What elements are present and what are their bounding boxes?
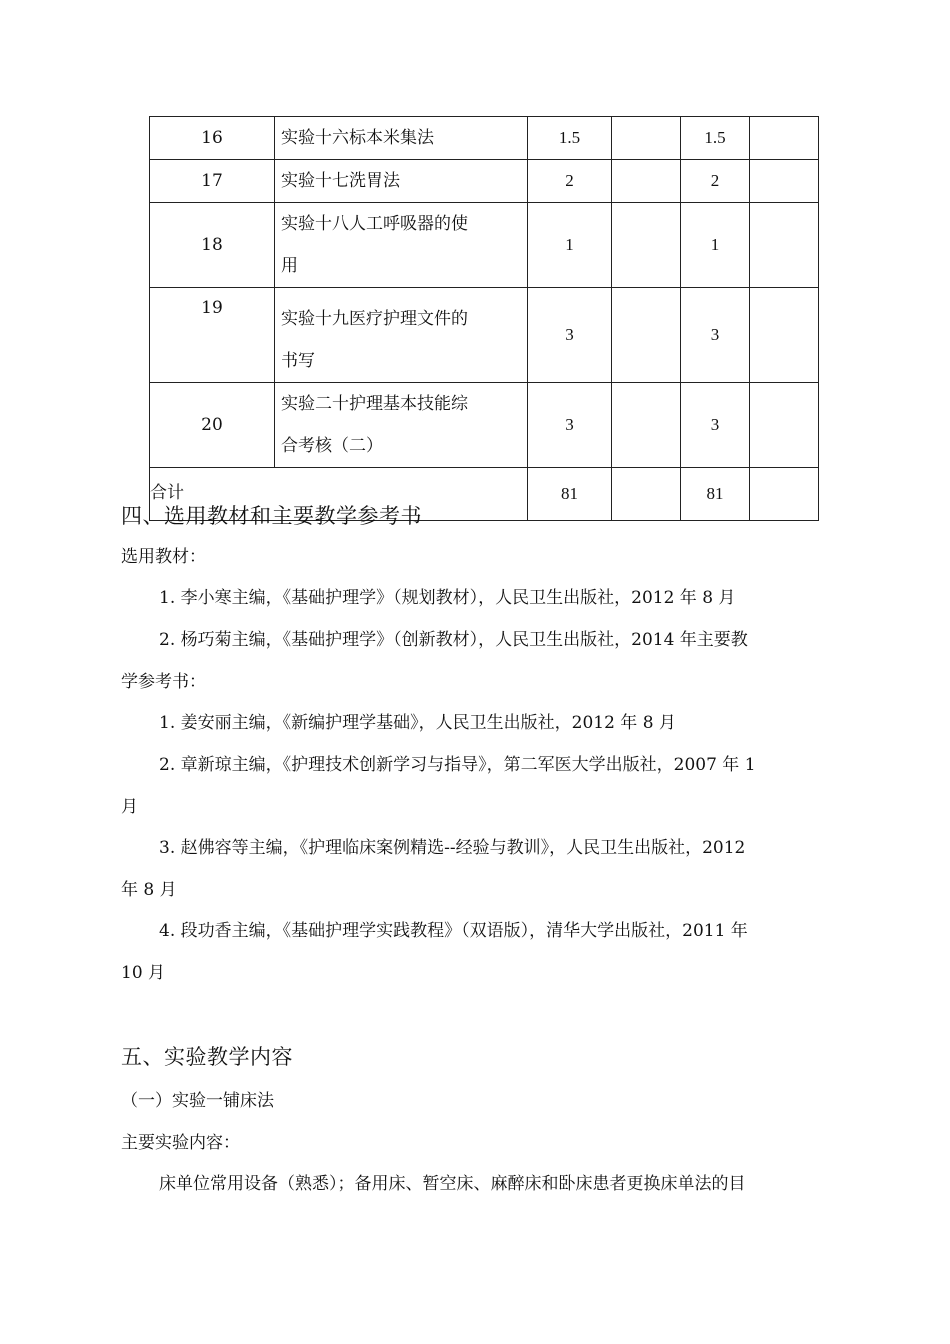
hours-note	[750, 383, 819, 468]
reference-item: 1. 姜安丽主编，《新编护理学基础》，人民卫生出版社，2012 年 8 月	[159, 713, 676, 733]
name-line: 用	[281, 256, 298, 276]
row-number: 18	[150, 203, 275, 288]
reference-item-cont: 月	[121, 797, 138, 817]
experiment-name	[275, 383, 528, 468]
experiment-name	[275, 288, 528, 383]
reference-item: 2. 章新琼主编，《护理技术创新学习与指导》，第二军医大学出版社，2007 年 1	[159, 755, 756, 775]
hours-practice: 3	[681, 383, 750, 468]
hours-total: 3	[528, 383, 612, 468]
experiment-name	[275, 203, 528, 288]
table-row	[150, 117, 819, 160]
table-row	[150, 203, 819, 288]
row-number: 19	[150, 288, 275, 383]
reference-item: 4. 段功香主编，《基础护理学实践教程》（双语版），清华大学出版社，2011 年	[159, 921, 748, 941]
hours-total: 3	[528, 288, 612, 383]
hours-table	[149, 116, 819, 521]
name-line: 书写	[281, 351, 315, 371]
hours-total: 1.5	[528, 117, 612, 160]
hours-theory	[612, 383, 681, 468]
content-label: 主要实验内容：	[121, 1133, 240, 1153]
total-hours: 81	[528, 468, 612, 521]
hours-note	[750, 203, 819, 288]
row-number: 17	[150, 160, 275, 203]
total-note	[750, 468, 819, 521]
experiment-name	[275, 117, 528, 160]
hours-note	[750, 288, 819, 383]
total-label: 合计	[150, 468, 528, 521]
table-row	[150, 288, 819, 383]
reference-label: 学参考书：	[121, 672, 206, 692]
hours-theory	[612, 203, 681, 288]
hours-practice: 1	[681, 203, 750, 288]
name-line: 实验十八人工呼吸器的使	[281, 214, 468, 234]
row-number: 16	[150, 117, 275, 160]
hours-total: 2	[528, 160, 612, 203]
hours-theory	[612, 117, 681, 160]
experiment-name	[275, 160, 528, 203]
name-line: 实验十七洗胃法	[281, 171, 400, 191]
name-line: 实验二十护理基本技能综	[281, 394, 468, 414]
reference-item: 3. 赵佛容等主编，《护理临床案例精选--经验与教训》，人民卫生出版社，2012	[159, 838, 746, 858]
name-line: 合考核（二）	[281, 436, 383, 456]
row-number: 20	[150, 383, 275, 468]
hours-practice: 3	[681, 288, 750, 383]
reference-item-cont: 10 月	[121, 963, 166, 983]
hours-total: 1	[528, 203, 612, 288]
hours-note	[750, 160, 819, 203]
reference-item-cont: 年 8 月	[121, 880, 177, 900]
total-theory	[612, 468, 681, 521]
table-row	[150, 160, 819, 203]
section-heading: 五、实验教学内容	[121, 1045, 293, 1069]
total-practice: 81	[681, 468, 750, 521]
body-paragraph: 床单位常用设备（熟悉）；备用床、暂空床、麻醉床和卧床患者更换床单法的目	[159, 1174, 746, 1194]
textbook-item: 1. 李小寒主编，《基础护理学》（规划教材），人民卫生出版社，2012 年 8 月	[159, 588, 736, 608]
name-line: 实验十九医疗护理文件的	[281, 309, 468, 329]
name-line: 实验十六标本米集法	[281, 128, 434, 148]
textbook-label: 选用教材：	[121, 547, 206, 567]
table-row	[150, 383, 819, 468]
section-heading: 四、选用教材和主要教学参考书	[121, 504, 422, 528]
hours-practice: 1.5	[681, 117, 750, 160]
hours-note	[750, 117, 819, 160]
hours-theory	[612, 160, 681, 203]
hours-practice: 2	[681, 160, 750, 203]
textbook-item: 2. 杨巧菊主编，《基础护理学》（创新教材），人民卫生出版社，2014 年主要教	[159, 630, 748, 650]
subsection-heading: （一）实验一铺床法	[121, 1091, 274, 1111]
hours-theory	[612, 288, 681, 383]
